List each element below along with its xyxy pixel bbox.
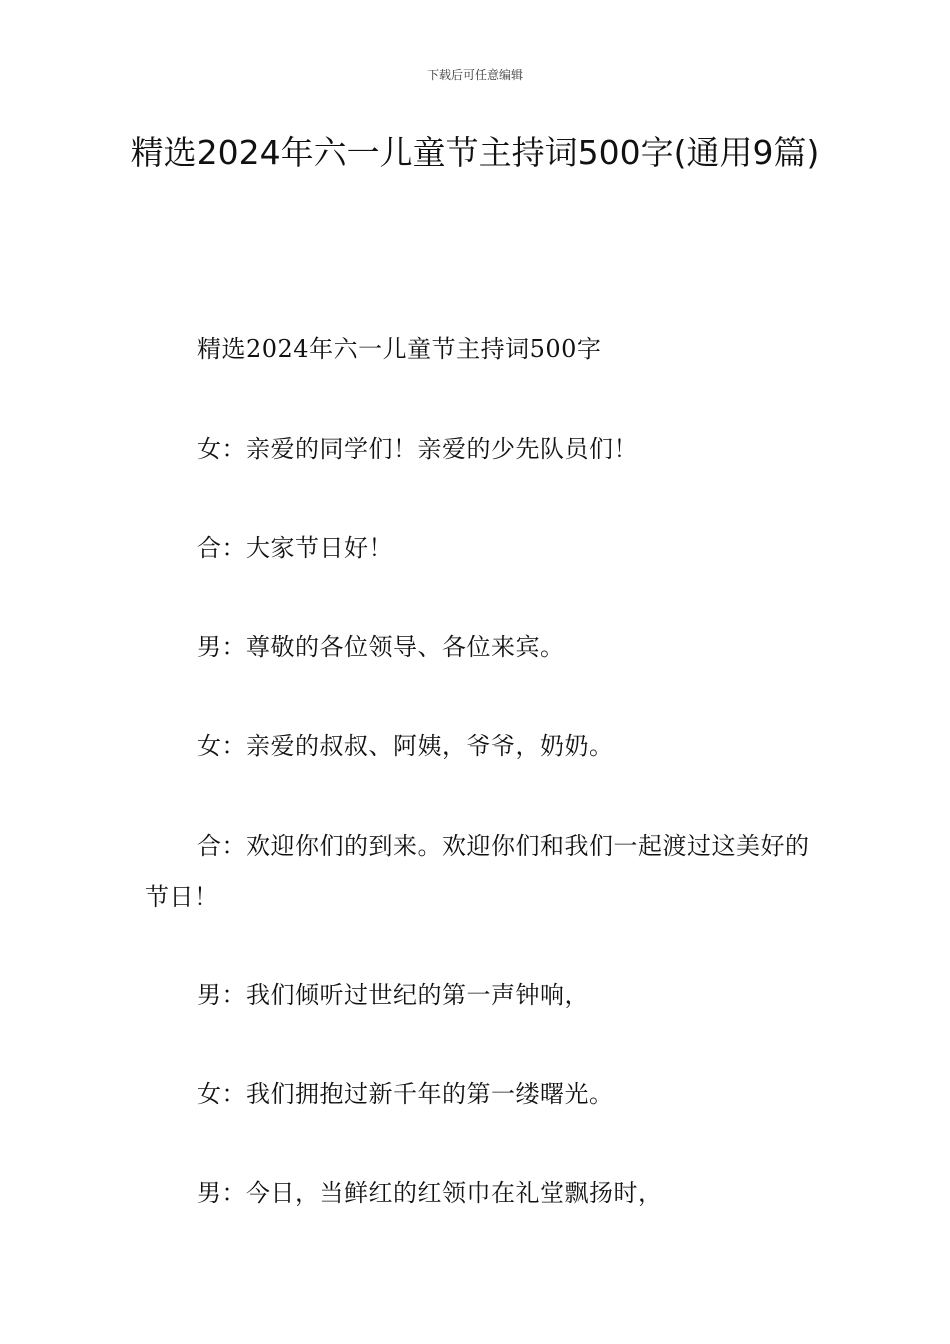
paragraph-line: 男：尊敬的各位领导、各位来宾。: [197, 633, 565, 661]
paragraph-line: 合：欢迎你们的到来。欢迎你们和我们一起渡过这美好的节日！: [145, 832, 810, 911]
paragraph-line: 女：亲爱的同学们！亲爱的少先队员们！: [197, 435, 638, 463]
paragraph-line: 合：大家节日好！: [197, 534, 393, 562]
paragraph-subtitle: 精选2024年六一儿童节主持词500字: [197, 335, 602, 363]
paragraph-line: 女：亲爱的叔叔、阿姨，爷爷，奶奶。: [197, 732, 614, 760]
page-header-note: 下载后可任意编辑: [426, 68, 523, 82]
paragraph-line: 男：今日，当鲜红的红领巾在礼堂飘扬时，: [197, 1179, 663, 1207]
paragraph-line: 女：我们拥抱过新千年的第一缕曙光。: [197, 1080, 614, 1108]
paragraph-line: 男：我们倾听过世纪的第一声钟响，: [197, 981, 589, 1009]
document-title: 精选2024年六一儿童节主持词500字(通用9篇): [130, 133, 820, 172]
